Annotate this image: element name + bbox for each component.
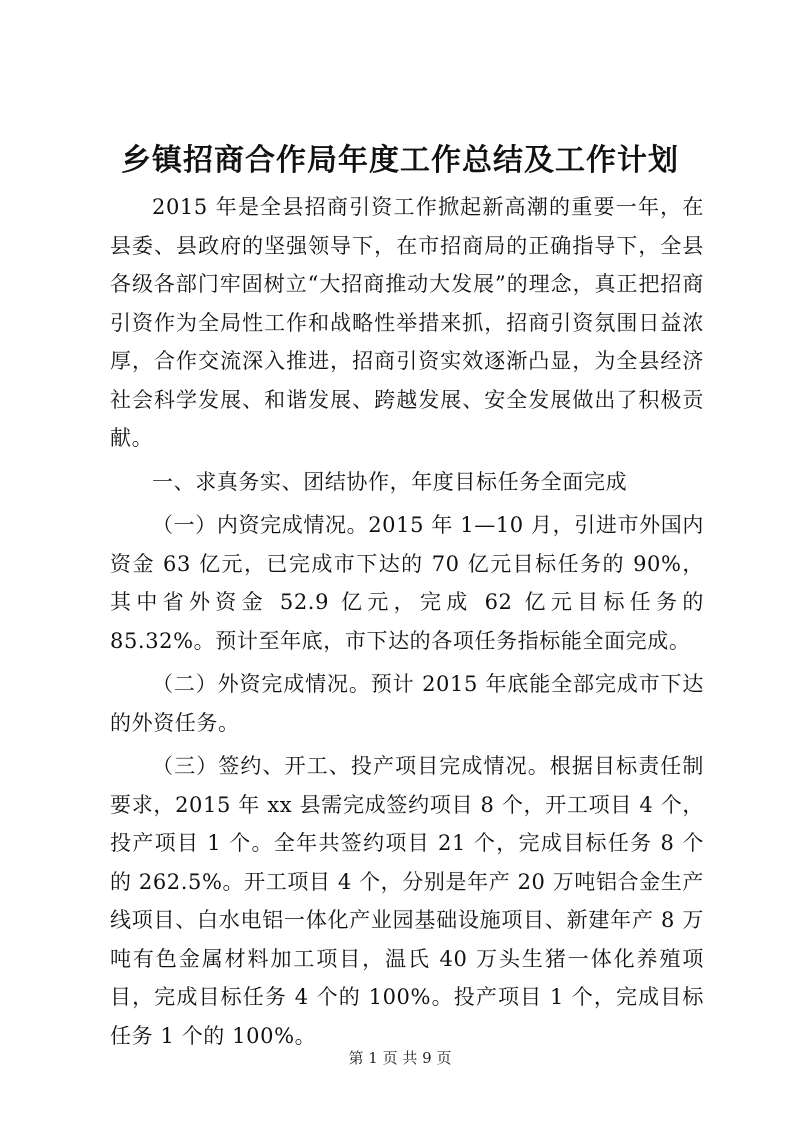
page-footer: 第 1 页 共 9 页: [348, 1049, 452, 1067]
document-body: [110, 188, 704, 1055]
paragraph-projects: （三）签约、开工、投产项目完成情况。根据目标责任制要求，2015 年 xx 县需完成签约项目 8 个，开工项目 4 个，投产项目 1 个。全年共签约项目 21 个，完成目标任务 8 个的 262.5%。开工项目 4 个，分别是年产 20 万吨铝合金生产线项目、白水电铝一体化产业园基础设施项目、新建年产 8 万吨有色金属材料加工项目，温氏 40 万头生猪一体化养殖项目，完成目标任务 4 个的 100%。投产项目 1 个，完成目标任务 1 个的 100%。: [110, 754, 704, 1048]
document-title: 乡镇招商合作局年度工作总结及工作计划: [121, 143, 679, 178]
paragraph-foreign-capital: （二）外资完成情况。预计 2015 年底能全部完成市下达的外资任务。: [110, 672, 704, 735]
section-heading-1: 一、求真务实、团结协作，年度目标任务全面完成: [152, 469, 628, 494]
paragraph-intro: 2015 年是全县招商引资工作掀起新高潮的重要一年，在县委、县政府的坚强领导下，在市招商局的正确指导下，全县各级各部门牢固树立“大招商推动大发展”的理念，真正把招商引资作为全局性工作和战略性举措来抓，招商引资氛围日益浓厚，合作交流深入推进，招商引资实效逐渐凸显，为全县经济社会科学发展、和谐发展、跨越发展、安全发展做出了积极贡献。: [110, 195, 704, 450]
paragraph-domestic-capital: （一）内资完成情况。2015 年 1—10 月，引进市外国内资金 63 亿元，已完成市下达的 70 亿元目标任务的 90%，其中省外资金 52.9 亿元，完成 62 亿元目标任务的 85.32%。预计至年底，市下达的各项任务指标能全面完成。: [110, 513, 704, 653]
